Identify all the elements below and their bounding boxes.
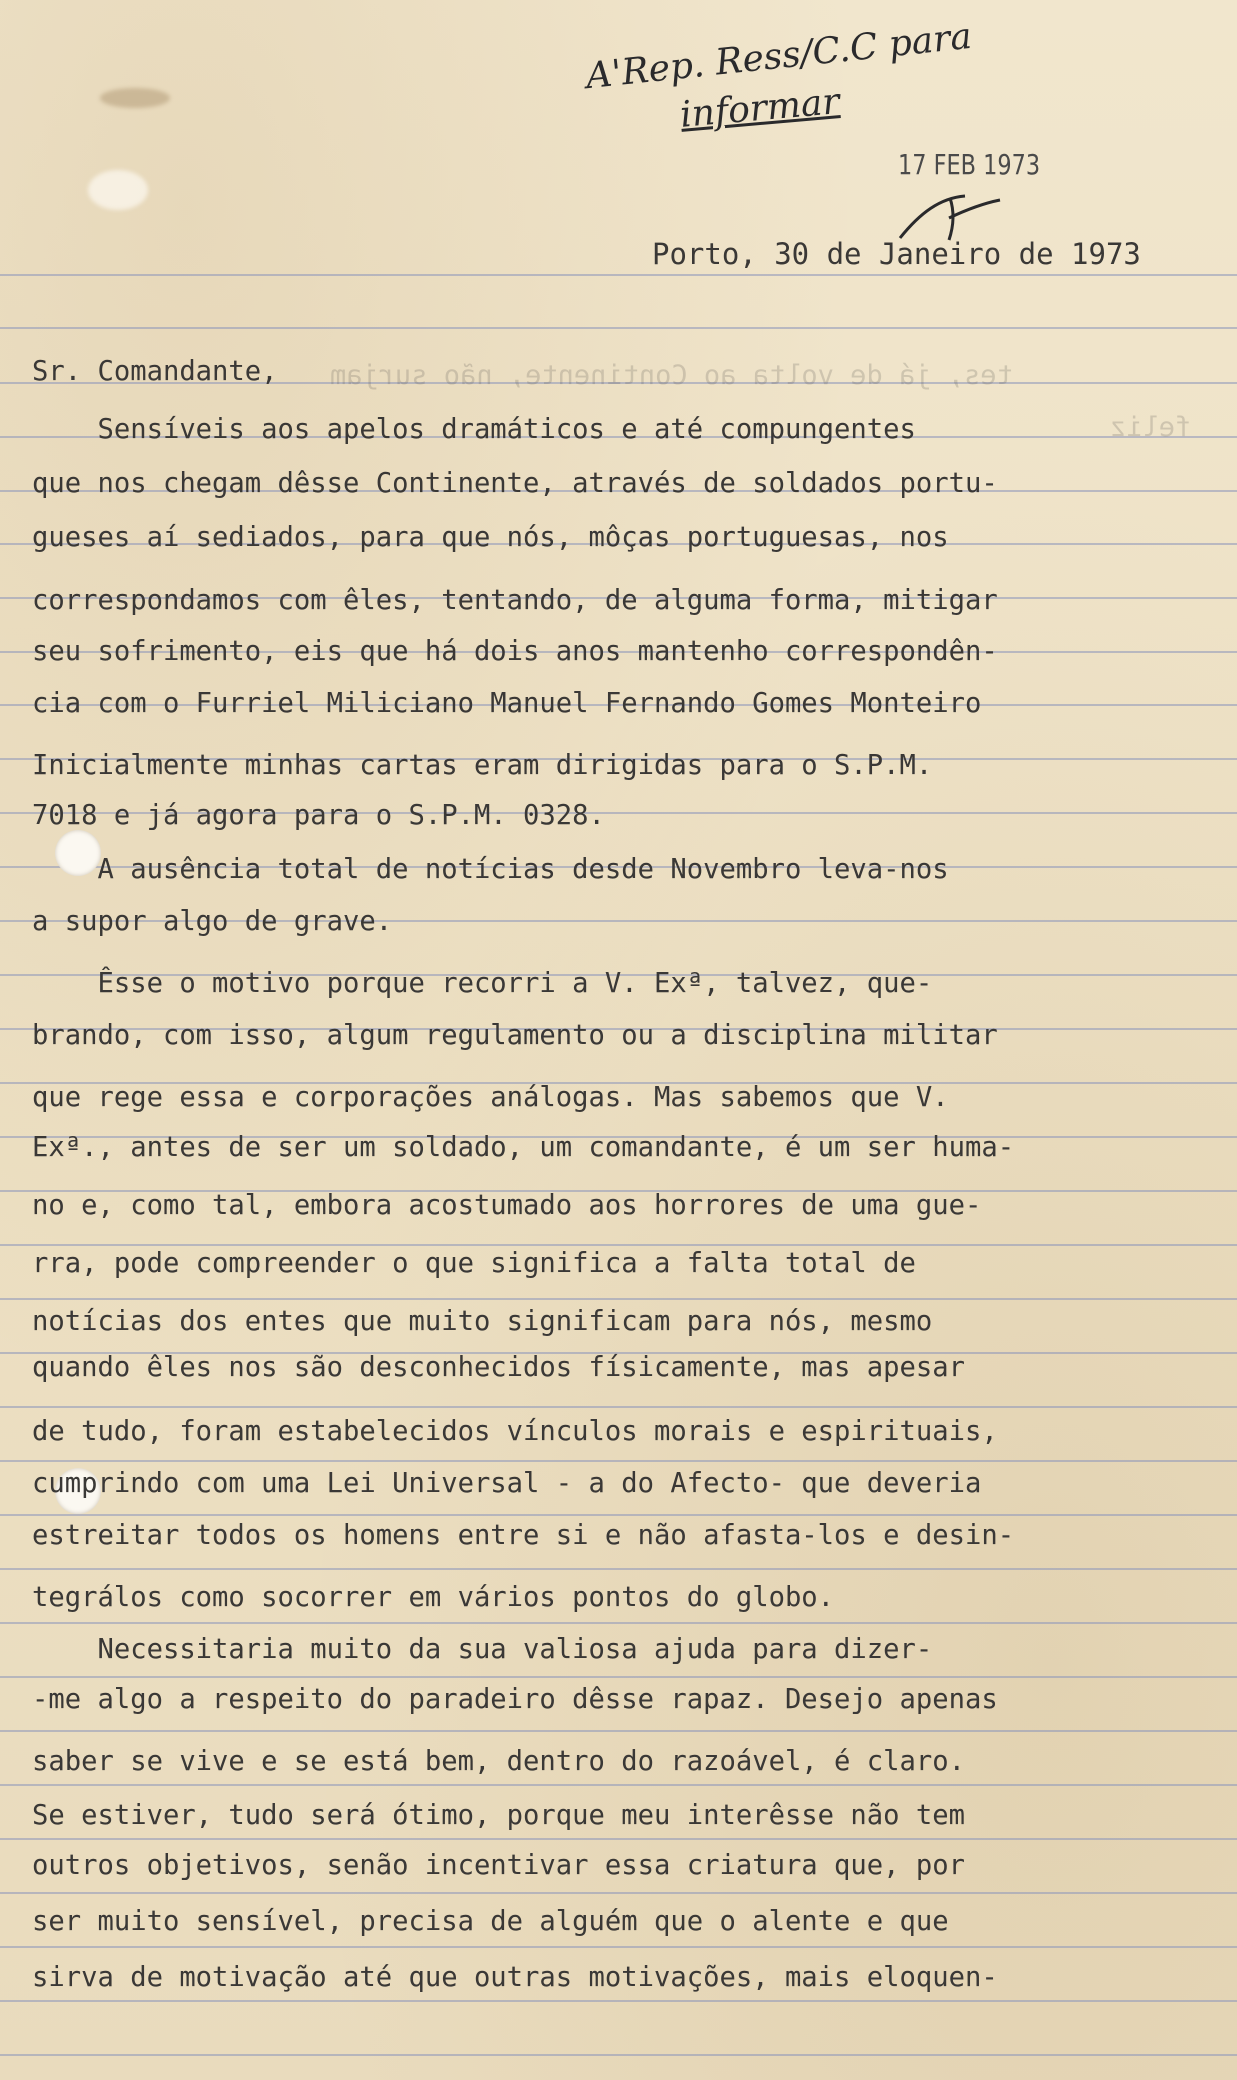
letter-line: tegrálos como socorrer em vários pontos do globo. bbox=[32, 1582, 835, 1613]
ruled-line bbox=[0, 1460, 1237, 1462]
ruled-line bbox=[0, 1730, 1237, 1732]
letter-line: a supor algo de grave. bbox=[32, 906, 393, 937]
received-date-stamp: 17 FEB 1973 bbox=[898, 148, 1041, 181]
handwritten-annotation: informar bbox=[678, 81, 842, 136]
letter-line: Êsse o motivo porque recorri a V. Exª, talvez, que- bbox=[32, 968, 933, 999]
letter-line: que rege essa e corporações análogas. Mas sabemos que V. bbox=[32, 1082, 949, 1113]
letter-line: notícias dos entes que muito significam para nós, mesmo bbox=[32, 1306, 933, 1337]
letter-line: que nos chegam dêsse Continente, através de soldados portu- bbox=[32, 468, 998, 499]
letter-line: rra, pode compreender o que significa a falta total de bbox=[32, 1248, 916, 1279]
letter-line: Inicialmente minhas cartas eram dirigidas para o S.P.M. bbox=[32, 750, 933, 781]
ruled-line bbox=[0, 1244, 1237, 1246]
letter-line: no e, como tal, embora acostumado aos horrores de uma gue- bbox=[32, 1190, 982, 1221]
ruled-line bbox=[0, 1946, 1237, 1948]
letter-line: gueses aí sediados, para que nós, môças portuguesas, nos bbox=[32, 522, 949, 553]
paper-tear bbox=[88, 170, 148, 210]
letter-line: seu sofrimento, eis que há dois anos mantenho correspondên- bbox=[32, 636, 998, 667]
letter-line: Necessitaria muito da sua valiosa ajuda para dizer- bbox=[32, 1634, 933, 1665]
letter-line: saber se vive e se está bem, dentro do razoável, é claro. bbox=[32, 1746, 965, 1777]
letter-line: cumprindo com uma Lei Universal - a do Afecto- que deveria bbox=[32, 1468, 982, 1499]
letter-line: outros objetivos, senão incentivar essa criatura que, por bbox=[32, 1850, 965, 1881]
handwritten-annotation: A'Rep. Ress/C.C para bbox=[583, 15, 974, 98]
ruled-line bbox=[0, 1406, 1237, 1408]
letter-line: quando êles nos são desconhecidos físicamente, mas apesar bbox=[32, 1352, 965, 1383]
ruled-line bbox=[0, 1622, 1237, 1624]
letter-line: Se estiver, tudo será ótimo, porque meu interêsse não tem bbox=[32, 1800, 965, 1831]
letter-line: Sr. Comandante, bbox=[32, 356, 278, 387]
ruled-line bbox=[0, 1298, 1237, 1300]
letter-line: de tudo, foram estabelecidos vínculos morais e espirituais, bbox=[32, 1416, 998, 1447]
ruled-line bbox=[0, 1514, 1237, 1516]
letter-line: sirva de motivação até que outras motivações, mais eloquen- bbox=[32, 1962, 998, 1993]
ruled-line bbox=[0, 1838, 1237, 1840]
letter-line: A ausência total de notícias desde Novembro leva-nos bbox=[32, 854, 949, 885]
ruled-line bbox=[0, 1892, 1237, 1894]
letter-line: correspondamos com êles, tentando, de alguma forma, mitigar bbox=[32, 585, 998, 616]
letter-line: Exª., antes de ser um soldado, um comandante, é um ser huma- bbox=[32, 1132, 1015, 1163]
letter-line: ser muito sensível, precisa de alguém que o alente e que bbox=[32, 1906, 949, 1937]
ruled-line bbox=[0, 2054, 1237, 2056]
ink-stain bbox=[100, 88, 170, 108]
letter-line: Sensíveis aos apelos dramáticos e até compungentes bbox=[32, 414, 916, 445]
bleed-through-text: tes, já de volta ao Continente, não surjam bbox=[330, 360, 1013, 391]
ruled-line bbox=[0, 1676, 1237, 1678]
ruled-line bbox=[0, 2000, 1237, 2002]
letter-dateline: Porto, 30 de Janeiro de 1973 bbox=[652, 237, 1141, 271]
letter-line: -me algo a respeito do paradeiro dêsse rapaz. Desejo apenas bbox=[32, 1684, 998, 1715]
ruled-line bbox=[0, 327, 1237, 329]
letter-line: estreitar todos os homens entre si e não afasta-los e desin- bbox=[32, 1520, 1015, 1551]
letter-line: 7018 e já agora para o S.P.M. 0328. bbox=[32, 800, 605, 831]
letter-line: cia com o Furriel Miliciano Manuel Fernando Gomes Monteiro bbox=[32, 688, 982, 719]
ruled-line bbox=[0, 1568, 1237, 1570]
ruled-line bbox=[0, 1784, 1237, 1786]
ruled-line bbox=[0, 274, 1237, 276]
bleed-through-text: feliz bbox=[1110, 412, 1192, 443]
letter-line: brando, com isso, algum regulamento ou a disciplina militar bbox=[32, 1020, 998, 1051]
